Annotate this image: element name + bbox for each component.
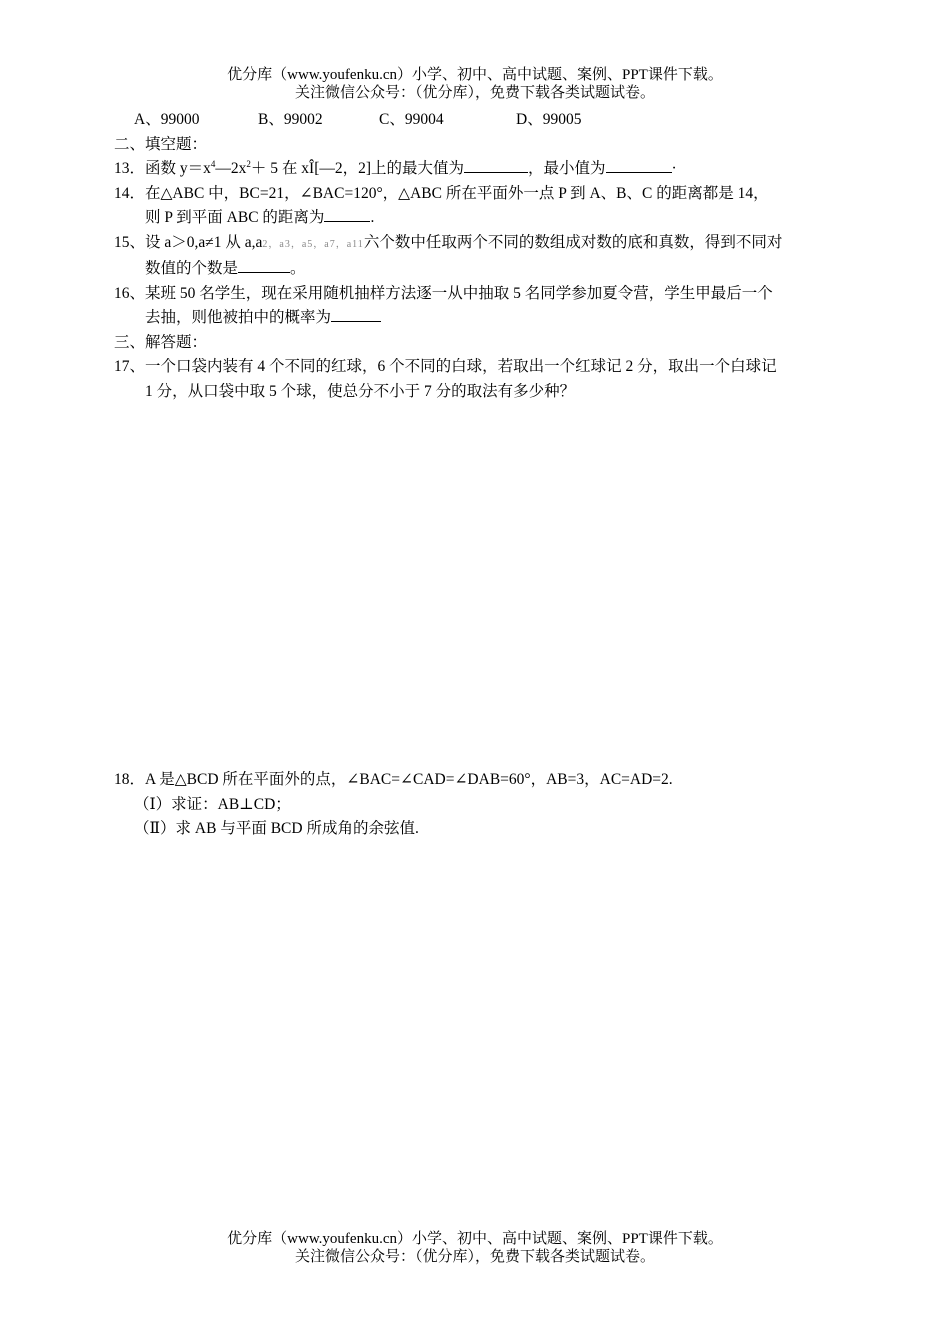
- header-line-1: 优分库（www.youfenku.cn）小学、初中、高中试题、案例、PPT课件下载。: [227, 67, 723, 83]
- question-16-number: 16、: [114, 284, 146, 302]
- header-line-2: 关注微信公众号：（优分库），免费下载各类试题试卷。: [294, 85, 655, 101]
- answer-blank-count[interactable]: [238, 258, 290, 273]
- q15-line-2-end: 。: [290, 260, 306, 277]
- footer-line-1: 优分库（www.youfenku.cn）小学、初中、高中试题、案例、PPT课件下载。: [227, 1231, 723, 1247]
- question-18: [114, 768, 840, 793]
- question-14: [114, 182, 840, 231]
- q13-exponent-1: 4: [210, 158, 216, 169]
- question-17-number: 17、: [114, 358, 146, 375]
- question-18-number: 18．: [114, 771, 146, 788]
- question-13: [114, 157, 840, 182]
- q17-line-1: 一个口袋内装有 4 个不同的红球，6 个不同的白球，若取出一个红球记 2 分，取出一个白球记: [145, 358, 777, 375]
- q14-line-2: 则 P 到平面 ABC 的距离为: [145, 209, 325, 226]
- q15-line-2: 数值的个数是: [145, 260, 239, 277]
- page-header: [0, 66, 950, 102]
- q13-text-2: —2x: [215, 160, 247, 177]
- q13-text-4: ，最小值为: [528, 160, 606, 177]
- q15-faint-powers: 2，a3，a5，a7，a11: [262, 238, 364, 250]
- answer-blank-probability[interactable]: [331, 307, 381, 322]
- question-17: [114, 355, 840, 404]
- q13-exponent-2: 2: [246, 158, 251, 169]
- exam-content: [114, 108, 840, 842]
- question-15: [114, 231, 840, 282]
- option-c: C、99004: [379, 111, 444, 128]
- question-15-number: 15、: [114, 233, 146, 251]
- option-d: D、99005: [516, 111, 582, 128]
- answer-space-17[interactable]: [114, 404, 840, 768]
- q15-text-1: 设 a＞0,a≠1 从 a,a: [145, 233, 263, 251]
- q16-line-2: 去抽，则他被拍中的概率为: [145, 309, 332, 326]
- answer-blank-max[interactable]: [464, 158, 528, 173]
- answer-blank-distance[interactable]: [324, 207, 370, 222]
- section-fill-in-title: 二、填空题：: [114, 135, 208, 153]
- q15-text-2: 六个数中任取两个不同的数组成对数的底和真数，得到不同对: [363, 233, 783, 251]
- question-13-number: 13．: [114, 160, 146, 177]
- q16-line-1: 某班 50 名学生，现在采用随机抽样方法逐一从中抽取 5 名同学参加夏令营，学生甲最后一个: [145, 284, 773, 302]
- footer-line-2: 关注微信公众号：（优分库），免费下载各类试题试卷。: [294, 1249, 655, 1265]
- q18-part-2: （Ⅱ）求 AB 与平面 BCD 所成角的余弦值.: [134, 820, 419, 837]
- q13-text-3: ＋ 5 在 xÎ[—2，2]上的最大值为: [250, 160, 465, 177]
- q14-line-1: 在△ABC 中，BC=21，∠BAC=120°，△ABC 所在平面外一点 P 到 A、B、C 的距离都是 14，: [145, 184, 769, 202]
- q18-line-1: A 是△BCD 所在平面外的点，∠BAC=∠CAD=∠DAB=60°，AB=3，AC=AD=2.: [145, 771, 673, 788]
- q18-part-1: （Ⅰ）求证：AB⊥CD；: [134, 795, 291, 813]
- q13-text-1: 函数 y＝x: [145, 160, 211, 177]
- question-16: [114, 282, 840, 331]
- page-footer: [0, 1230, 950, 1266]
- answer-blank-min[interactable]: [606, 158, 672, 173]
- question-12-options: [114, 108, 840, 133]
- option-b: B、99002: [258, 111, 323, 128]
- option-a: A、99000: [134, 111, 200, 128]
- q17-line-2: 1 分，从口袋中取 5 个球，使总分不小于 7 分的取法有多少种？: [145, 382, 576, 400]
- section-solve-title: 三、解答题：: [114, 333, 208, 351]
- question-14-number: 14．: [114, 184, 146, 202]
- q14-line-2-end: .: [370, 209, 375, 226]
- q13-text-5: ·: [671, 160, 677, 177]
